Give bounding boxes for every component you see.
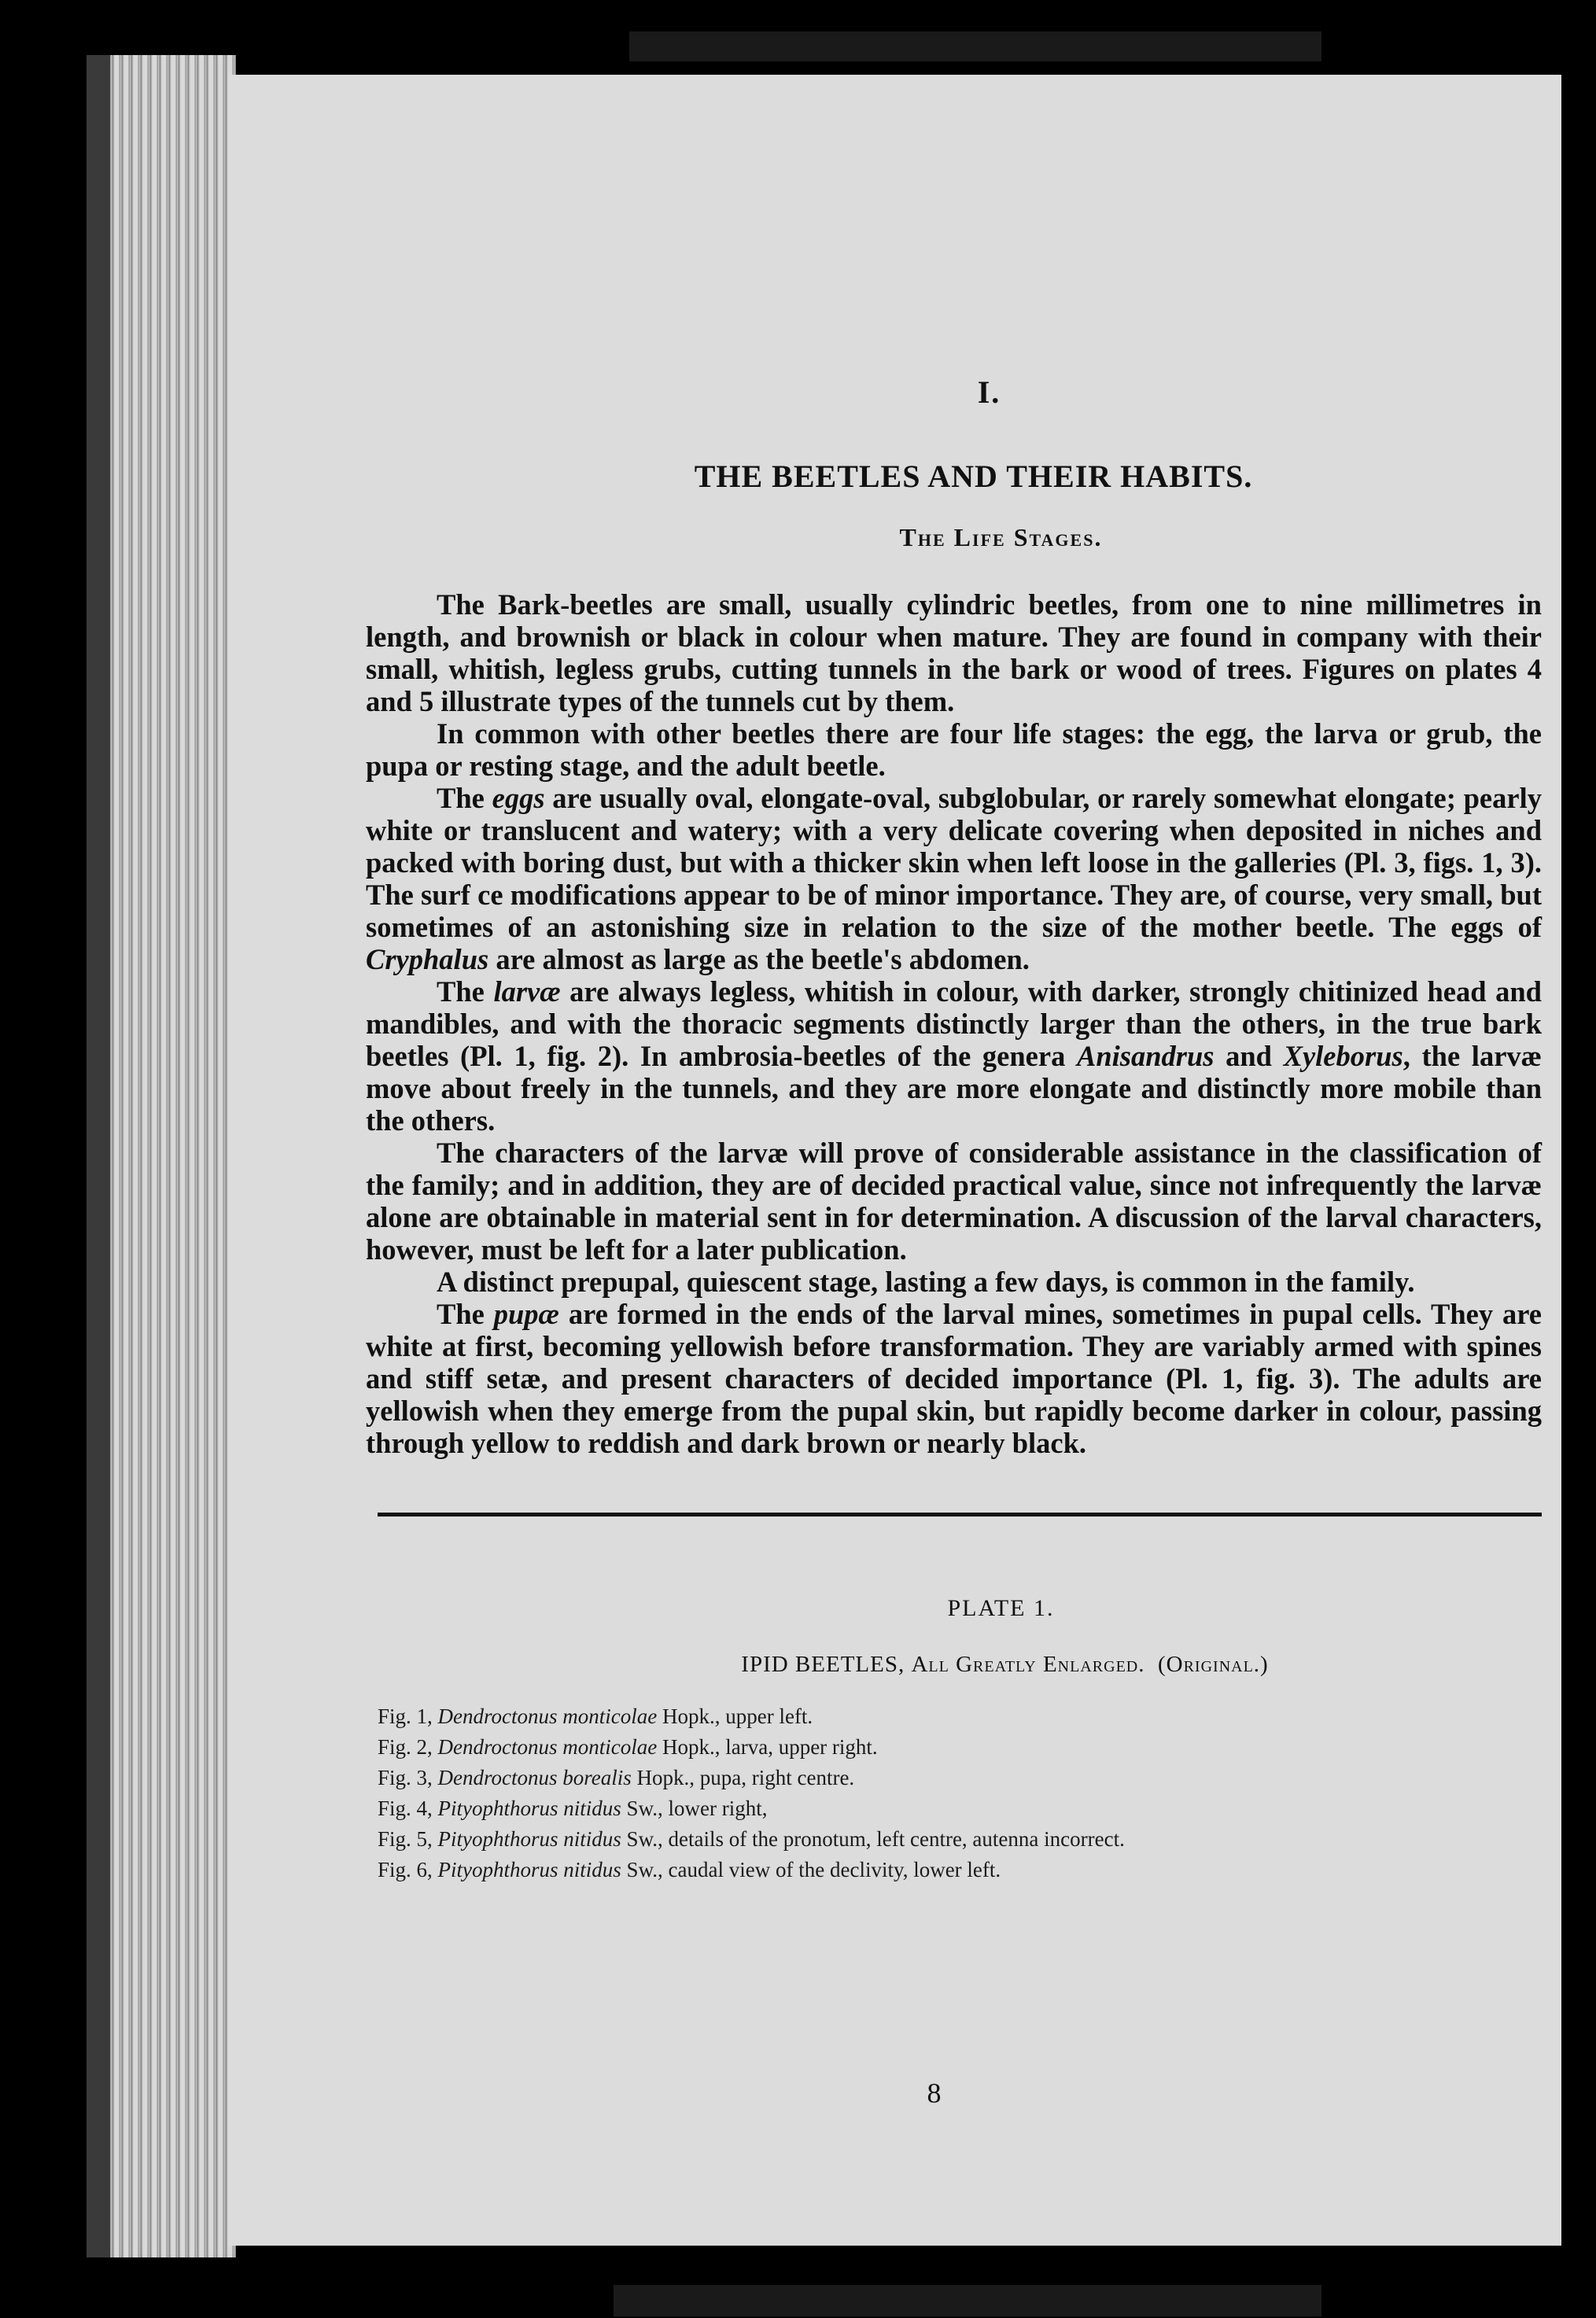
- paragraph-pupae: The pupæ are formed in the ends of the larval mines, sometimes in pupal cells. They are white at first, becoming yellowish before transformation. They are variably armed with spines and stiff setæ, and present characters of decided importance (Pl. 1, fig. 3). The adults are yellowish when they emerge from the pupal skin, but rapidly become darker in colour, passing through yellow to reddish and dark brown or nearly black.: [366, 1298, 1542, 1459]
- paragraph-eggs: The eggs are usually oval, elongate-oval, subglobular, or rarely somewhat elongate; pearly white or translucent and watery; with a very delicate covering when deposited in niches and packed with boring dust, but with a thicker skin when left loose in the galleries (Pl. 3, figs. 1, 3). The surf ce modifications appear to be of minor importance. They are, of course, very small, but sometimes of an astonishing size in relation to the size of the mother beetle. The eggs of Cryphalus are almost as large as the beetle's abdomen.: [366, 782, 1542, 975]
- figure-list: [378, 1701, 1542, 1885]
- figure-caption: Fig. 5, Pityophthorus nitidus Sw., details of the pronotum, left centre, autenna incorrect.: [378, 1827, 1125, 1851]
- figure-caption: Fig. 4, Pityophthorus nitidus Sw., lower right,: [378, 1797, 768, 1820]
- book-page: [228, 75, 1561, 2246]
- divider-rule: [378, 1513, 1542, 1516]
- term-larvae: larvæ: [493, 975, 561, 1008]
- paragraph-intro: The Bark-beetles are small, usually cylindric beetles, from one to nine millimetres in length, and brownish or black in colour when mature. They are found in company with their small, whitish, legless grubs, cutting tunnels in the bark or wood of trees. Figures on plates 4 and 5 illustrate types of the tunnels cut by them.: [366, 588, 1542, 717]
- binding-shadow: [87, 55, 110, 2257]
- plate-title: PLATE 1.: [947, 1595, 1055, 1621]
- plate-subtitle: IPID BEETLES, All Greatly Enlarged. (Original.): [741, 1652, 1269, 1677]
- figure-caption: Fig. 3, Dendroctonus borealis Hopk., pupa, right centre.: [378, 1766, 855, 1789]
- paragraph-larval-characters: The characters of the larvæ will prove of considerable assistance in the classification of the family; and in addition, they are of decided practical value, since not infrequently the larvæ alone are obtainable in material sent in for determination. A discussion of the larval characters, however, must be left for a later publication.: [366, 1137, 1542, 1266]
- chapter-title: THE BEETLES AND THEIR HABITS.: [694, 459, 1253, 494]
- figure-caption: Fig. 6, Pityophthorus nitidus Sw., caudal view of the declivity, lower left.: [378, 1858, 1001, 1881]
- term-pupae: pupæ: [493, 1298, 559, 1330]
- chapter-number: I.: [977, 374, 1001, 410]
- term-anisandrus: Anisandrus: [1076, 1040, 1215, 1072]
- figure-caption: Fig. 2, Dendroctonus monticolae Hopk., larva, upper right.: [378, 1735, 878, 1759]
- paragraph-prepupal: A distinct prepupal, quiescent stage, lasting a few days, is common in the family.: [437, 1266, 1415, 1298]
- page-number: 8: [927, 2077, 942, 2109]
- paragraph-life-stages: In common with other beetles there are four life stages: the egg, the larva or grub, the pupa or resting stage, and the adult beetle.: [366, 717, 1542, 782]
- page-content: [366, 374, 1542, 1885]
- scan-border-top: [629, 31, 1321, 61]
- scan-border-bottom: [614, 2285, 1321, 2316]
- term-xyleborus: Xyleborus: [1283, 1040, 1403, 1072]
- figure-caption: Fig. 1, Dendroctonus monticolae Hopk., upper left.: [378, 1704, 813, 1728]
- section-title: The Life Stages.: [899, 523, 1103, 551]
- book-page-edges: [87, 55, 236, 2257]
- paragraph-larvae: The larvæ are always legless, whitish in colour, with darker, strongly chitinized head and mandibles, and with the thoracic segments distinctly larger than the others, in the true bark beetles (Pl. 1, fig. 2). In ambrosia-beetles of the genera Anisandrus and Xyleborus, the larvæ move about freely in the tunnels, and they are more elongate and distinctly more mobile than the others.: [366, 975, 1542, 1137]
- term-eggs: eggs: [492, 782, 545, 814]
- term-cryphalus: Cryphalus: [366, 943, 489, 975]
